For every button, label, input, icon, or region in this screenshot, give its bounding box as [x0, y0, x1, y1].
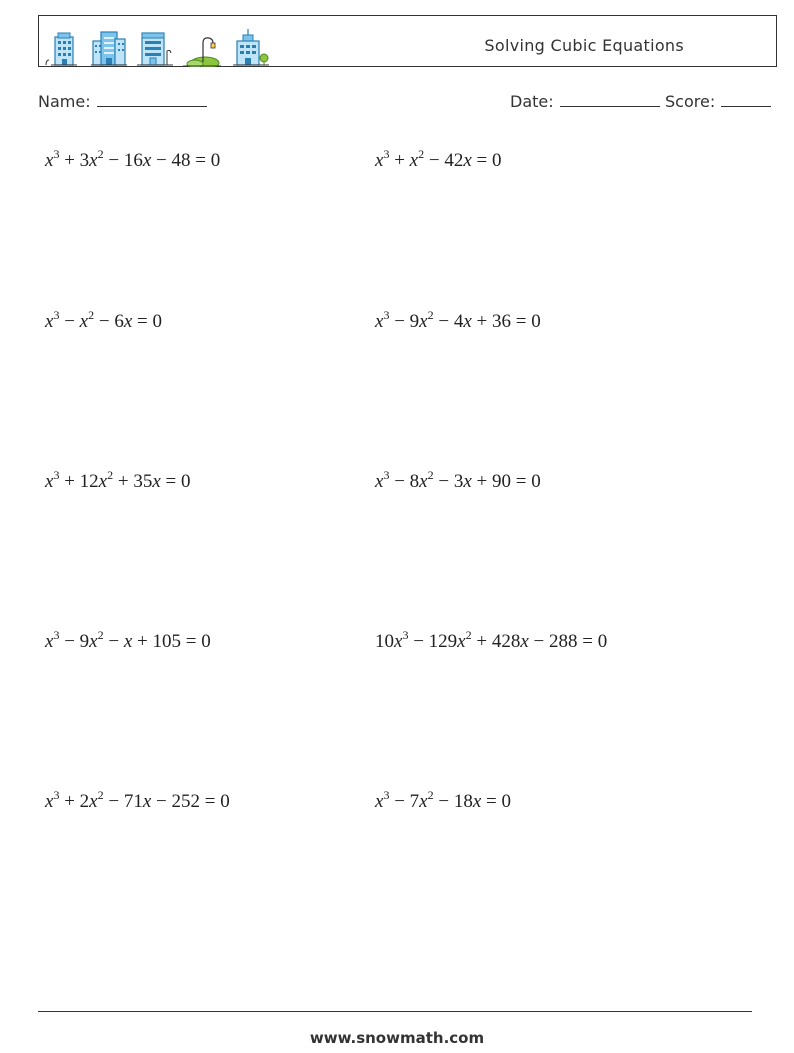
problem-3: $x^3 - x^2 - 6x = 0$	[45, 308, 162, 332]
skyscraper-tree-icon	[231, 27, 269, 67]
problem-9: $x^3 + 2x^2 - 71x - 252 = 0$	[45, 788, 230, 812]
footer-divider	[38, 1011, 752, 1012]
problem-10: $x^3 - 7x^2 - 18x = 0$	[375, 788, 511, 812]
name-field[interactable]	[38, 92, 207, 111]
problem-8: $10x^3 - 129x^2 + 428x - 288 = 0$	[375, 628, 608, 652]
problem-1: $x^3 + 3x^2 - 16x - 48 = 0$	[45, 147, 221, 171]
problem-4: $x^3 - 9x^2 - 4x + 36 = 0$	[375, 308, 541, 332]
header-icons	[43, 23, 269, 67]
worksheet-header	[38, 15, 777, 67]
score-blank[interactable]	[721, 105, 771, 107]
building-icon	[43, 31, 81, 67]
office-building-icon	[91, 29, 127, 67]
park-lamp-icon	[183, 31, 221, 67]
date-label: Date:	[510, 92, 554, 111]
worksheet-title: Solving Cubic Equations	[484, 36, 684, 55]
date-field[interactable]	[510, 92, 660, 111]
problem-2: $x^3 + x^2 - 42x = 0$	[375, 147, 502, 171]
tower-icon	[137, 29, 173, 67]
date-blank[interactable]	[560, 105, 660, 107]
name-label: Name:	[38, 92, 91, 111]
name-blank[interactable]	[97, 105, 207, 107]
problem-7: $x^3 - 9x^2 - x + 105 = 0$	[45, 628, 211, 652]
problem-5: $x^3 + 12x^2 + 35x = 0$	[45, 468, 191, 492]
footer-url[interactable]: www.snowmath.com	[309, 1029, 485, 1047]
problem-6: $x^3 - 8x^2 - 3x + 90 = 0$	[375, 468, 541, 492]
score-label: Score:	[665, 92, 716, 111]
score-field[interactable]	[665, 92, 771, 111]
